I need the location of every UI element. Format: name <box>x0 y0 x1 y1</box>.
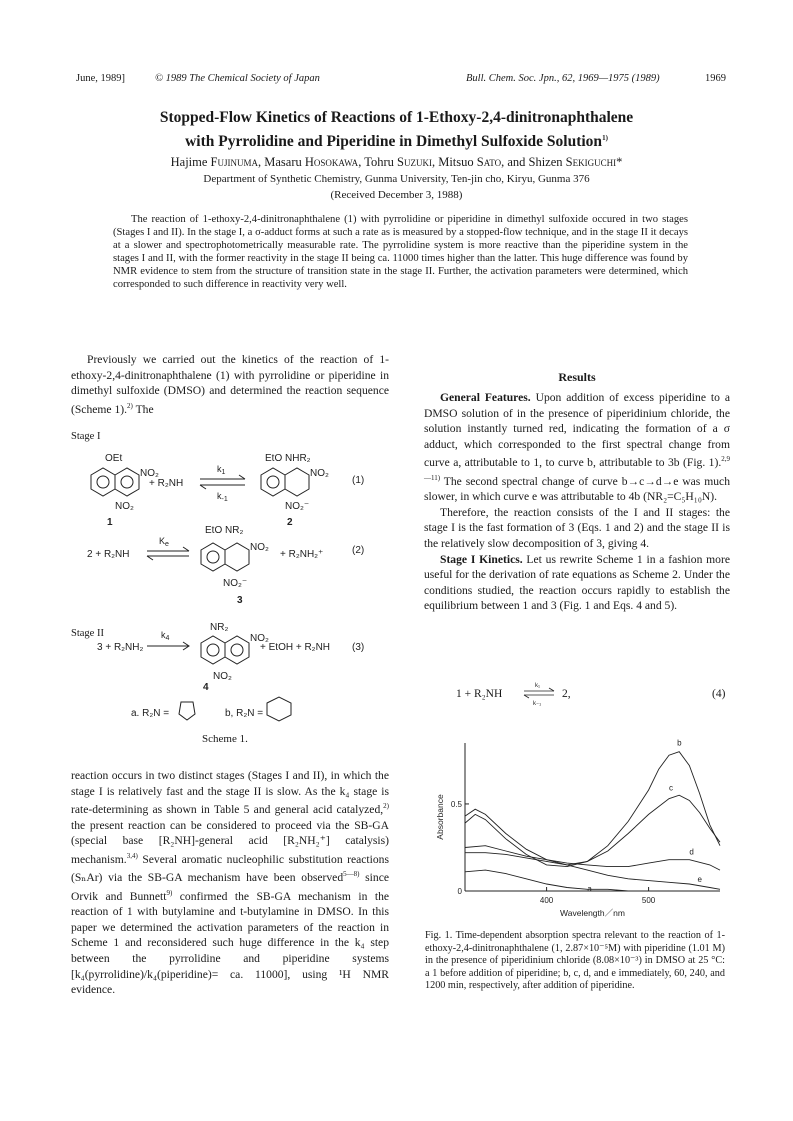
stage-1-label: Stage I <box>71 431 101 442</box>
no2m-group-2: NO₂⁻ <box>285 501 310 512</box>
x-tick-label-1: 500 <box>641 896 656 905</box>
received-date: (Received December 3, 1988) <box>330 189 463 201</box>
compound-2-ring-a <box>285 468 309 496</box>
title-footnote: 1) <box>602 134 608 142</box>
eq4-lhs: 1 + R₂NH <box>456 688 503 700</box>
y-tick-label-0: 0 <box>457 887 462 896</box>
author-5-last: Sekiguchi* <box>565 155 623 169</box>
compound-4-aromatic-ring-b <box>207 644 219 656</box>
stage1-kinetics-text: Let us rewrite Scheme 1 in a fashion more useful for the derivation of rate equations as Scheme 2. Under the conditions studied, the reaction occurs rapidly to establish the equilibrium between 1 and 3 (Fig. 1 and Eqs. 4 and 5). <box>424 552 730 613</box>
oet-group: OEt <box>105 453 123 464</box>
amine-a-label: a. R₂N = <box>131 708 170 719</box>
header-page-number: 1969 <box>705 73 726 84</box>
km1-label <box>217 491 228 503</box>
affiliation: Department of Synthetic Chemistry, Gunma University, Ten-jin cho, Kiryu, Gunma 376 <box>203 173 590 185</box>
two-plus-r2nh: 2 + R₂NH <box>87 549 130 560</box>
compound-4-ring-b <box>201 636 225 664</box>
compound-3-aromatic-ring <box>207 551 219 563</box>
paper-title-line1: Stopped-Flow Kinetics of Reactions of 1-Ethoxy-2,4-dinitronaphthalene <box>159 109 634 126</box>
compound-2-aromatic-ring <box>267 476 279 488</box>
series-b-label: b <box>677 738 682 748</box>
discussion-paragraph <box>71 768 389 998</box>
eq1-number: (1) <box>352 475 365 486</box>
k4-letter: k <box>161 630 166 640</box>
label-2: 2 <box>287 517 293 528</box>
compound-1-aromatic-ring-b <box>97 476 109 488</box>
three-plus-r2nh2: 3 + R₂NH₂ <box>97 642 144 653</box>
no2-group-1b: NO₂ <box>115 501 134 512</box>
pyrrolidine-ring <box>179 702 195 720</box>
para2-e: confirmed the SB-GA mechanism in the reaction of 1 with butylamine and t-butylamine in DMSO. In this paper we determined the activation parameters of the reaction in Scheme 1 and reconsidered such huge difference in the k₄ step between the pyrrolidine and piperidine systems [k₄(pyrrolidine)/k₄(piperidine)= ca. 11000], using ¹H NMR evidence. <box>71 889 390 997</box>
intro-text: Previously we carried out the kinetics of the reaction of 1-ethoxy-2,4-dinitronaphthalene (1) with pyrrolidine or piperidine in dimethyl sulfoxide (DMSO) and determined the reaction sequence (Scheme 1). <box>71 353 389 416</box>
arrow-ke-reverse-head <box>147 556 153 560</box>
para2-ref1: 2) <box>383 802 389 811</box>
header-date: June, 1989] <box>76 73 125 84</box>
k1-sub: 1 <box>221 469 226 476</box>
compound-1-ring-b <box>91 468 115 496</box>
header-copyright: © 1989 The Chemical Society of Japan <box>155 73 320 84</box>
series-e-label: e <box>697 875 703 885</box>
intro-end: The <box>132 402 154 416</box>
eto-nr2-group: EtO NR₂ <box>205 525 244 536</box>
intro-paragraph <box>71 352 389 417</box>
general-features-text: Upon addition of excess piperidine to a DMSO solution of in the presence of piperidinium chloride, the solution instantly turned red, indicating the formation of a σ adduct, which corresponded to the first spectral change from curve a, attributable to 1, to curve b, attributable to 3b (Fig. 1). <box>424 391 730 470</box>
series-e-line <box>465 853 720 890</box>
para2-d: since Orvik and Bunnett <box>71 871 389 903</box>
header-journal: Bull. Chem. Soc. Jpn., 62, 1969—1975 (1989) <box>466 73 660 84</box>
general-features-heading: General Features. <box>440 391 531 404</box>
compound-4-aromatic-ring-a <box>231 644 243 656</box>
eq4-reverse-head <box>524 695 529 698</box>
k4-sub: 4 <box>165 635 170 642</box>
series-a-line <box>465 870 720 894</box>
series-b-line <box>465 752 720 867</box>
eq4-forward-head <box>549 688 554 691</box>
para2-ref3: 5—8) <box>343 870 360 879</box>
series-d-label: d <box>689 847 694 857</box>
results-heading: Results <box>558 370 596 384</box>
paper-title-line2 <box>0 128 793 152</box>
para2-a: reaction occurs in two distinct stages (Stages I and II), in which the stage I is relatively fast and the stage II is slow. As the k₄ stage is rate-determining as shown in Table 5 and general acid catalyzed, <box>71 769 389 817</box>
compound-3-ring-b <box>201 543 225 571</box>
eq3-number: (3) <box>352 642 365 653</box>
ke-label <box>159 536 169 548</box>
author-3-first: , Tohru <box>358 155 398 169</box>
scheme-caption: Scheme 1. <box>202 733 248 745</box>
eq4-number: (4) <box>712 688 726 700</box>
eq4-k1: k₁ <box>535 683 541 689</box>
y-axis-label: Absorbance <box>435 794 445 840</box>
para2-b: the present reaction can be considered to proceed via the SB-GA (special base [R₂NH]-general acid [R₂NH₂⁺] catalysis) mechanism. <box>71 818 389 866</box>
products-stage2: + EtOH + R₂NH <box>260 642 331 653</box>
scheme-1-diagram <box>85 445 395 745</box>
no2-group-1: NO₂ <box>140 468 159 479</box>
piperidine-ring <box>267 697 291 721</box>
eq4-km1: k₋₁ <box>533 701 542 706</box>
author-4-last: Sato <box>476 155 502 169</box>
k1-letter: k <box>217 464 222 474</box>
compound-1-ring-a <box>115 468 139 496</box>
para2-c: Several aromatic nucleophilic substitution reactions (SₙAr) via the SB-GA mechanism have been observed <box>71 852 389 885</box>
series-c-label: c <box>669 783 673 793</box>
arrow-k1-forward-head <box>239 475 245 479</box>
plus-r2nh: + R₂NH <box>149 478 184 489</box>
no2-group-4: NO₂ <box>250 633 269 644</box>
eto-nhr2-group: EtO NHR₂ <box>265 453 311 464</box>
y-tick-label-1: 0.5 <box>450 799 462 809</box>
author-5-first: , and Shizen <box>501 155 566 169</box>
x-tick-label-0: 400 <box>539 896 554 905</box>
label-1: 1 <box>107 517 113 528</box>
series-a-label: a <box>587 884 592 894</box>
compound-3-ring-a <box>225 543 249 571</box>
author-1-last: Fujinuma <box>210 155 258 169</box>
author-list <box>0 155 793 170</box>
eq2-number: (2) <box>352 545 365 556</box>
compound-1-aromatic-ring-a <box>121 476 133 488</box>
no2-group-2: NO₂ <box>310 468 329 479</box>
compound-2-ring-b <box>261 468 285 496</box>
therefore-paragraph: Therefore, the reaction consists of the I and II stages: the stage I is the fast formation of 3 (Eqs. 1 and 2) and the stage II is the relatively slow decomposition of 3, giving 4. <box>424 505 730 551</box>
figure-1-chart <box>425 735 725 920</box>
general-features-ref: 2,9—11) <box>424 455 730 482</box>
km1-sub: -1 <box>221 496 228 503</box>
label-4: 4 <box>203 682 209 693</box>
author-3-last: Suzuki <box>397 155 432 169</box>
compound-4-ring-a <box>225 636 249 664</box>
figure-1-caption: Fig. 1. Time-dependent absorption spectra relevant to the reaction of 1-ethoxy-2,4-dinitronaphthalene (1, 2.87×10⁻⁵M) with piperidine (1.01 M) in the presence of piperidinium chloride (8.08×10⁻³) in DMSO at 25 °C: a 1 before addition of piperidine; b, c, d, and e immediately, 60, 240, and 1200 min, respectively, after addition of piperidine. <box>425 930 725 992</box>
amine-b-label: b, R₂N = <box>225 708 264 719</box>
stage1-kinetics-heading: Stage I Kinetics. <box>440 552 523 566</box>
arrow-ke-forward-head <box>183 547 189 551</box>
author-2-first: , Masaru <box>258 155 305 169</box>
general-features-text2: The second spectral change of curve b→c→d→e was much slower, in which curve e was attributable to 4b (NR₂=C₅H₁₀N). <box>424 474 730 504</box>
k1-label <box>217 464 226 476</box>
author-2-last: Hosokawa <box>304 155 359 169</box>
ke-letter: K <box>159 536 166 546</box>
nr2-group-4: NR₂ <box>210 622 229 633</box>
ke-sub: e <box>165 541 169 548</box>
intro-ref: 2) <box>127 401 133 410</box>
stage-2-label: Stage II <box>71 628 104 639</box>
para2-ref4: 9) <box>166 888 173 897</box>
arrow-k1-reverse-head <box>200 485 206 489</box>
no2-group-4b: NO₂ <box>213 671 232 682</box>
x-axis-label: Wavelength／nm <box>560 908 625 918</box>
title-line2-text: with Pyrrolidine and Piperidine in Dimethyl Sulfoxide Solution <box>185 133 603 151</box>
eq4-rhs: 2, <box>562 688 571 700</box>
para2-ref2: 3,4) <box>126 851 138 860</box>
author-4-first: , Mitsuo <box>431 155 477 169</box>
no2-group-3: NO₂ <box>250 542 269 553</box>
r2nh2-product: + R₂NH₂⁺ <box>280 549 324 560</box>
abstract: The reaction of 1-ethoxy-2,4-dinitronaphthalene (1) with pyrrolidine or piperidine in dimethyl sulfoxide occured in two stages (Stages I and II). In the stage I, a σ-adduct forms at such a rate as is measured by a stopped-flow technique, and in the stage II it decays at a slower and spectrophotometrically measurable rate. The pyrrolidine system is more reactive than the piperidine system in the stages I and II, with the former reactivity in the stage II being ca. 11000 times higher than the latter. This huge difference was found by NMR evidence to stem from the structure of transition state in the stage II. Further, the activation parameters were determined, which corresponded to such difference in reactivity very well. <box>113 214 688 291</box>
eq4-arrows <box>522 680 558 706</box>
k4-label <box>161 630 170 642</box>
no2m-group-3: NO₂⁻ <box>223 578 248 589</box>
results-text <box>424 390 730 614</box>
km1-letter: k <box>217 491 222 501</box>
author-1-first: Hajime <box>170 155 211 169</box>
label-3: 3 <box>237 595 243 606</box>
